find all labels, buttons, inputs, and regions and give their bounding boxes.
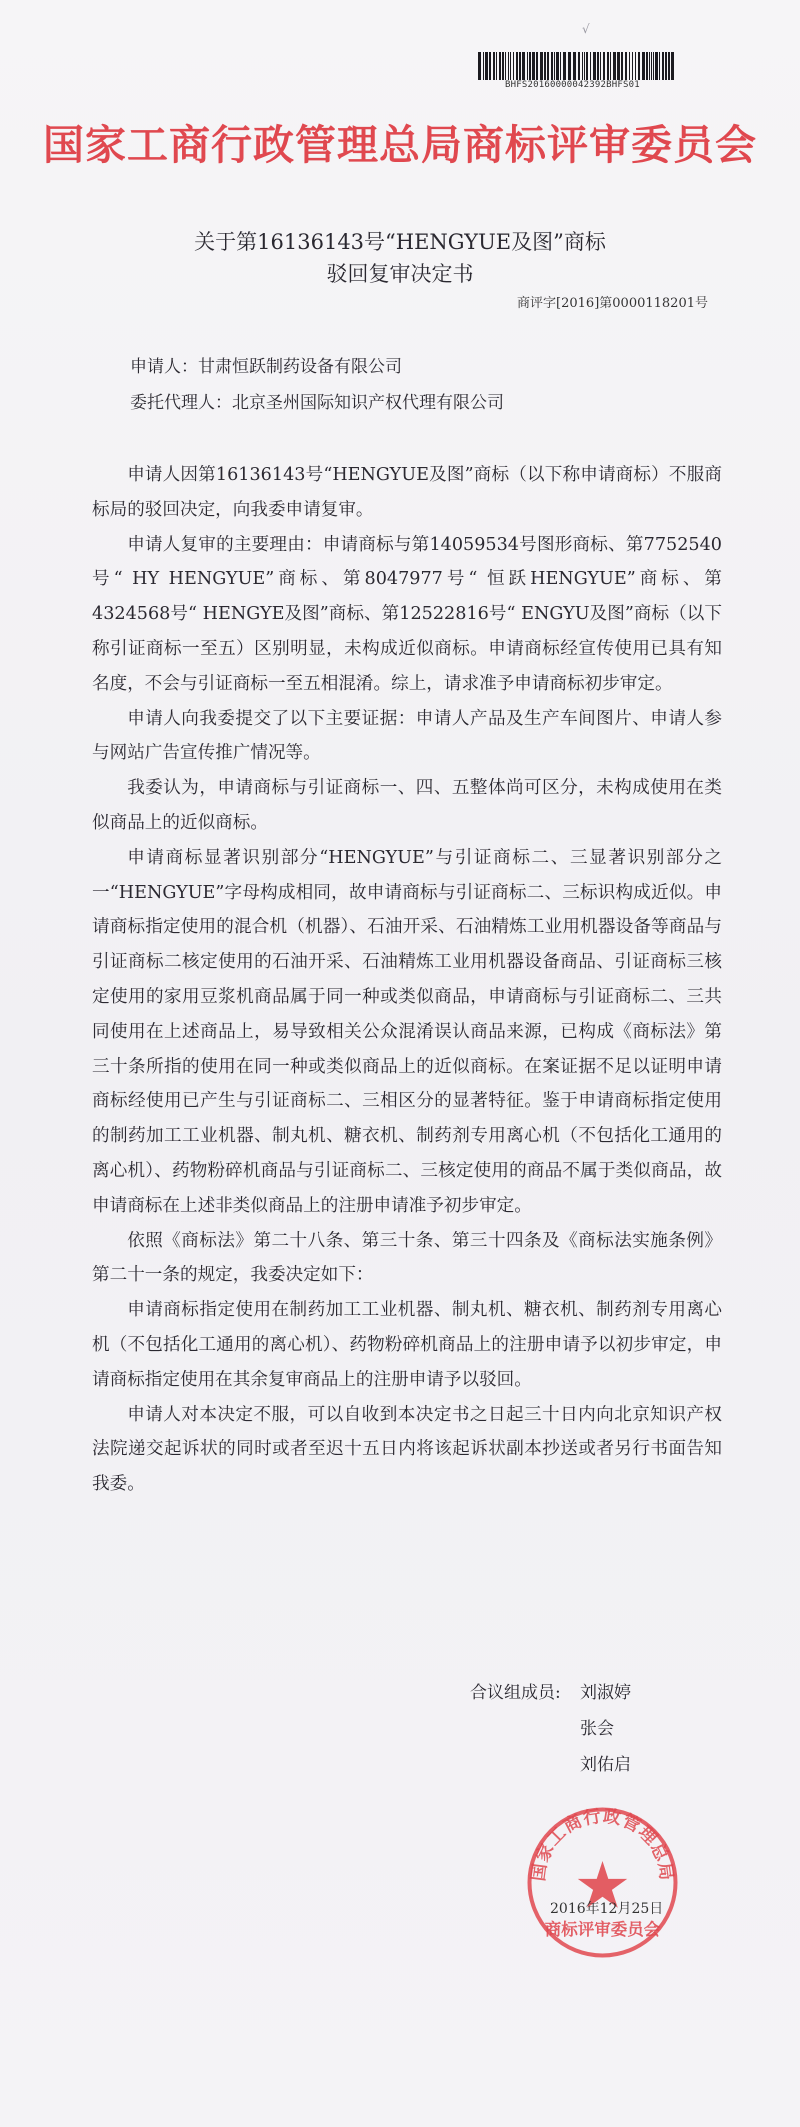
panel-member: 刘佑启 bbox=[580, 1755, 631, 1775]
paragraph: 我委认为，申请商标与引证商标一、四、五整体尚可区分，未构成使用在类似商品上的近似商标。 bbox=[92, 778, 722, 833]
paragraph: 申请商标指定使用在制药加工工业机器、制丸机、糖衣机、制药剂专用离心机（不包括化工通用的离心机）、药物粉碎机商品上的注册申请予以初步审定，申请商标指定使用在其余复审商品上的注册申请予以驳回。 bbox=[92, 1300, 722, 1390]
paragraph: 申请人向我委提交了以下主要证据：申请人产品及生产车间图片、申请人参与网站广告宣传推广情况等。 bbox=[92, 708, 722, 764]
document-title-line1: 关于第16136143号“HENGYUE及图”商标 bbox=[194, 230, 606, 254]
agent: 委托代理人：北京圣州国际知识产权代理有限公司 bbox=[130, 393, 504, 413]
panel-member: 张会 bbox=[580, 1719, 614, 1739]
document-title-line2: 驳回复审决定书 bbox=[326, 262, 474, 286]
barcode-label: BHFS20160000042392BHFS01 bbox=[505, 80, 640, 90]
document-number: 商评字[2016]第0000118201号 bbox=[517, 296, 708, 311]
paragraph: 申请商标显著识别部分“HENGYUE”与引证商标二、三显著识别部分之一“HENGYUE”字母构成相同，故申请商标与引证商标二、三标识构成近似。申请商标指定使用的混合机（机器）、石油开采、石油精炼工业用机器设备等商品与引证商标二核定使用的石油开采、石油精炼工业用机器设备商品、引证商标三核定使用的家用豆浆机商品属于同一种或类似商品，申请商标与引证商标二、三共同使用在上述商品上，易导致相关公众混淆误认商品来源，已构成《商标法》第三十条所指的使用在同一种或类似商品上的近似商标。在案证据不足以证明申请商标经使用已产生与引证商标二、三相区分的显著特征。鉴于申请商标指定使用的制药加工工业机器、制丸机、糖衣机、制药剂专用离心机（不包括化工通用的离心机）、药物粉碎机商品与引证商标二、三核定使用的商品不属于类似商品，故申请商标在上述非类似商品上的注册申请准予初步审定。 bbox=[92, 847, 722, 1216]
paragraph: 依照《商标法》第二十八条、第三十条、第三十四条及《商标法实施条例》第二十一条的规定，我委决定如下： bbox=[92, 1230, 722, 1286]
paragraph: 申请人复审的主要理由：申请商标与第14059534号图形商标、第7752540号“ HY HENGYUE”商标、第8047977号“ 恒跃HENGYUE”商标、第4324568号“ HENGYE及图”商标、第12522816号“ ENGYU及图”商标（以下称引证商标一至五）区别明显，未构成近似商标。申请商标经宣传使用已具有知名度，不会与引证商标一至五相混淆。综上，请求准予申请商标初步审定。 bbox=[92, 534, 722, 694]
paragraph: 申请人因第16136143号“HENGYUE及图”商标（以下称申请商标）不服商标局的驳回决定，向我委申请复审。 bbox=[92, 465, 722, 520]
agency-title: 国家工商行政管理总局商标评审委员会 bbox=[43, 121, 757, 169]
official-seal bbox=[525, 1805, 680, 1960]
panel-member: 刘淑婷 bbox=[580, 1683, 631, 1703]
decision-date: 2016年12月25日 bbox=[550, 1901, 664, 1917]
decision-body bbox=[92, 458, 722, 1502]
paragraph: 申请人对本决定不服，可以自收到本决定书之日起三十日内向北京知识产权法院递交起诉状的同时或者至迟十五日内将该起诉状副本抄送或者另行书面告知我委。 bbox=[92, 1404, 722, 1495]
applicant: 申请人：甘肃恒跃制药设备有限公司 bbox=[130, 357, 402, 377]
seal-arc-text: 国家工商行政管理总局 bbox=[528, 1806, 677, 1883]
barcode-icon bbox=[478, 52, 678, 80]
seal-bottom-text: 商标评审委员会 bbox=[544, 1920, 661, 1939]
panel-members bbox=[470, 1675, 631, 1783]
panel-label: 合议组成员: bbox=[470, 1683, 561, 1703]
check-mark: √ bbox=[582, 22, 590, 36]
